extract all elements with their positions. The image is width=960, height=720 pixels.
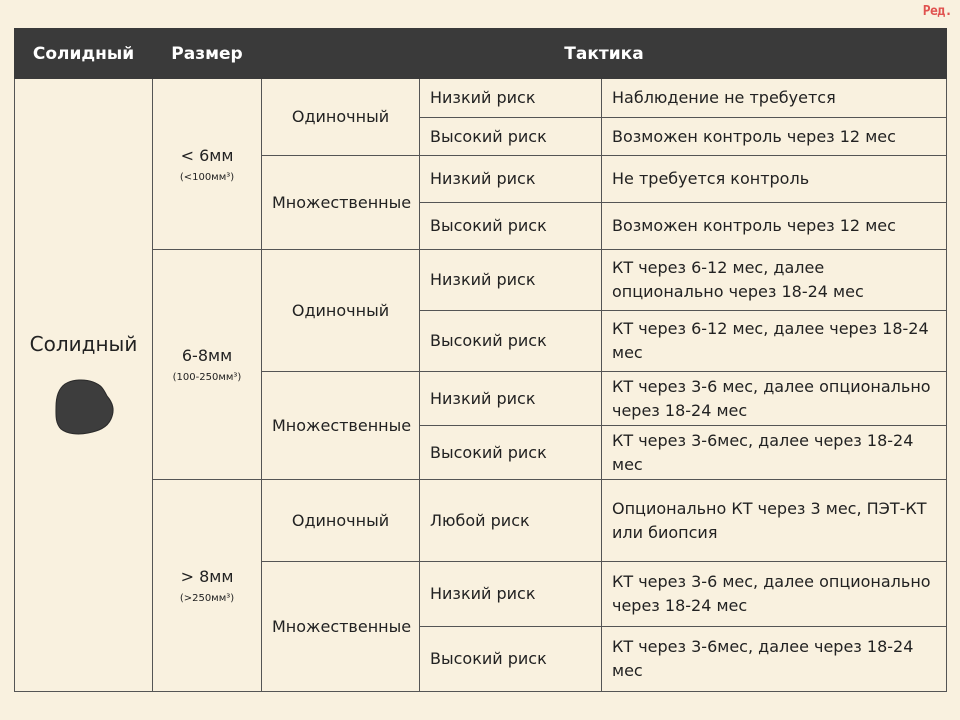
tactic-cell: КТ через 3-6 мес, далее опционально через 18-24 мес [602, 562, 947, 627]
count-cell: Одиночный [262, 480, 420, 562]
risk-cell: Высокий риск [420, 118, 602, 156]
header-type: Солидный [15, 29, 153, 79]
header-row [15, 29, 947, 79]
size-volume: (<100мм³) [179, 171, 235, 183]
size-cell [153, 250, 262, 480]
table-row [15, 79, 947, 118]
type-label: Солидный [29, 332, 138, 356]
size-label: > 8мм [180, 567, 234, 586]
nodule-tactics-table [14, 28, 947, 692]
logo-text: Ред. [922, 4, 952, 19]
count-cell: Одиночный [262, 79, 420, 156]
count-cell: Множественные [262, 156, 420, 250]
table-row [15, 480, 947, 562]
tactic-cell: Возможен контроль через 12 мес [602, 203, 947, 250]
size-volume: (100-250мм³) [172, 372, 242, 383]
size-label: < 6мм [180, 145, 234, 165]
tactic-cell: КТ через 6-12 мес, далее опционально через 18-24 мес [602, 250, 947, 311]
tactic-cell: КТ через 3-6мес, далее через 18-24 мес [602, 426, 947, 480]
tactic-cell: КТ через 3-6мес, далее через 18-24 мес [602, 627, 947, 692]
risk-cell: Низкий риск [420, 250, 602, 311]
tactic-cell: Наблюдение не требуется [602, 79, 947, 118]
risk-cell: Низкий риск [420, 562, 602, 627]
size-label: 6-8мм [181, 346, 233, 365]
risk-cell: Низкий риск [420, 156, 602, 203]
count-cell: Одиночный [262, 250, 420, 372]
tactic-cell: КТ через 3-6 мес, далее опционально через 18-24 мес [602, 372, 947, 426]
type-cell [15, 79, 153, 692]
risk-cell: Любой риск [420, 480, 602, 562]
risk-cell: Высокий риск [420, 311, 602, 372]
count-cell: Множественные [262, 562, 420, 692]
header-size: Размер [153, 29, 262, 79]
size-volume: (>250мм³) [179, 593, 235, 604]
risk-cell: Высокий риск [420, 426, 602, 480]
risk-cell: Высокий риск [420, 627, 602, 692]
risk-cell: Низкий риск [420, 79, 602, 118]
risk-cell: Низкий риск [420, 372, 602, 426]
risk-cell: Высокий риск [420, 203, 602, 250]
count-cell: Множественные [262, 372, 420, 480]
solid-nodule-icon [53, 378, 115, 438]
header-tactics: Тактика [262, 29, 947, 79]
tactic-cell: Не требуется контроль [602, 156, 947, 203]
size-cell [153, 79, 262, 250]
tactic-cell: Опционально КТ через 3 мес, ПЭТ-КТ или биопсия [602, 480, 947, 562]
tactic-cell: Возможен контроль через 12 мес [602, 118, 947, 156]
table-row [15, 250, 947, 311]
size-cell [153, 480, 262, 692]
tactic-cell: КТ через 6-12 мес, далее через 18-24 мес [602, 311, 947, 372]
